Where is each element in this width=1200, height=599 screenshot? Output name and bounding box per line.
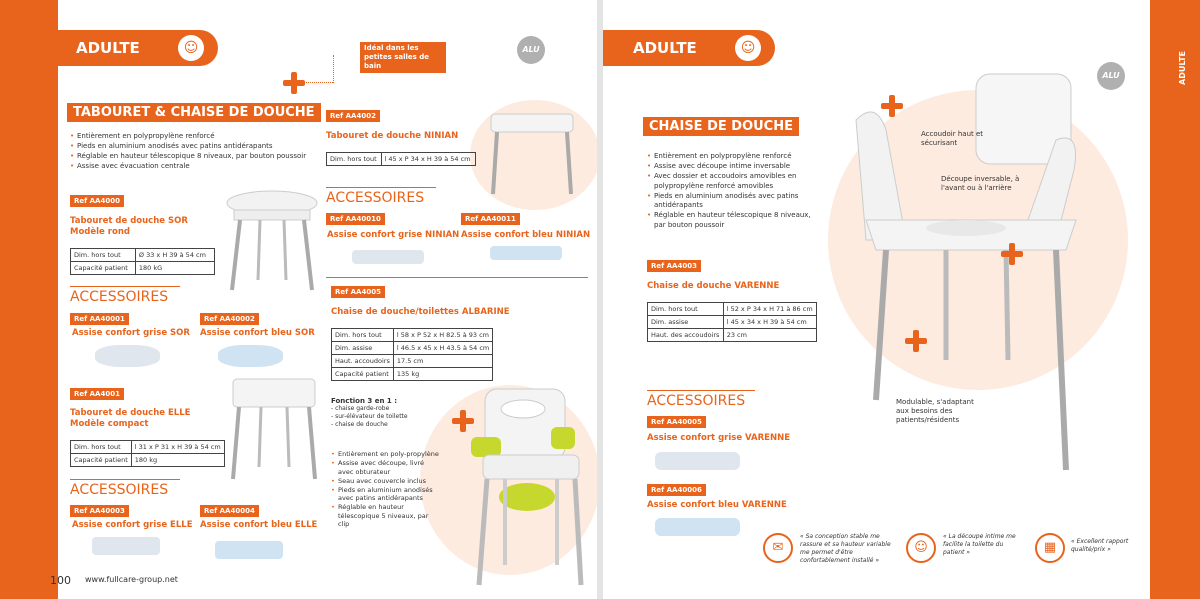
accessory-title: Assise confort grise ELLE: [72, 520, 193, 530]
accessory-title: Assise confort grise VARENNE: [647, 433, 791, 443]
right-page: [603, 0, 1200, 599]
table-row: Dim. assise l 45 x 34 x H 39 à 54 cm: [648, 316, 817, 329]
product-title: Tabouret de douche ELLE Modèle compact: [70, 408, 191, 429]
left-page: [0, 0, 597, 599]
plus-icon: [881, 95, 903, 117]
spec-table: [326, 152, 476, 166]
ref-badge: Ref AA40001: [70, 313, 129, 325]
table-row: Capacité patient 180 kG: [71, 262, 215, 275]
footer-url: www.fullcare-group.net: [85, 575, 178, 584]
alu-badge: ALU: [517, 36, 545, 64]
testimonial-quote: « La découpe intime me facilite la toilette du patient »: [943, 533, 1016, 556]
testimonial-quote: « Sa conception stable me rassure et sa hauteur variable me permet d'être confortablement installé »: [800, 533, 891, 564]
category-tab-label: ADULTE: [76, 39, 140, 57]
page-number: 100: [50, 574, 71, 587]
product-title: Tabouret de douche NINIAN: [326, 131, 459, 141]
table-row: Dim. hors tout l 31 x P 31 x H 39 à 54 cm: [71, 441, 225, 454]
table-row: Haut. des accoudoirs 23 cm: [648, 329, 817, 342]
ref-badge: Ref AA4005: [331, 286, 385, 298]
quote-icon: ▦: [1035, 533, 1065, 563]
ref-badge: Ref AA40004: [200, 505, 259, 517]
callout-line: [333, 55, 334, 83]
ref-badge: Ref AA4002: [326, 110, 380, 122]
table-row: Dim. assise l 46.5 x 45 x H 43.5 à 54 cm: [332, 342, 493, 355]
product-title: Tabouret de douche SOR Modèle rond: [70, 216, 188, 237]
side-tab-label: ADULTE: [1178, 50, 1187, 85]
table-row: Capacité patient 135 kg: [332, 368, 493, 381]
accessories-heading: ACCESSOIRES: [70, 479, 180, 498]
stool-square-image: [225, 375, 323, 483]
category-tab: [603, 30, 775, 66]
plus-icon: [905, 330, 927, 352]
page-edge-bar: [0, 0, 58, 599]
testimonial-quote: « Excellent rapport qualité/prix »: [1071, 538, 1129, 553]
ref-badge: Ref AA40011: [461, 213, 520, 225]
annotation: Accoudoir haut et sécurisant: [921, 130, 984, 147]
accessory-title: Assise confort grise NINIAN: [327, 230, 460, 240]
page-edge-bar: [1150, 0, 1200, 599]
callout-badge: Idéal dans les petites salles de bain: [360, 42, 446, 73]
table-row: Haut. accoudoirs 17.5 cm: [332, 355, 493, 368]
accessories-heading: ACCESSOIRES: [326, 187, 436, 206]
table-row: Capacité patient 180 kg: [71, 454, 225, 467]
ref-badge: Ref AA40006: [647, 484, 706, 496]
quote-icon: ✉: [763, 533, 793, 563]
table-row: Dim. hors tout l 58 x P 52 x H 82.5 à 93 cm: [332, 329, 493, 342]
spec-table: [70, 248, 215, 275]
spec-table: [70, 440, 225, 467]
accessory-title: Assise confort bleu ELLE: [200, 520, 318, 530]
accessory-title: Assise confort bleu VARENNE: [647, 500, 787, 510]
category-tab: [58, 30, 218, 66]
table-row: Dim. hors tout l 45 x P 34 x H 39 à 54 cm: [327, 153, 476, 166]
plus-icon: [283, 72, 305, 94]
ref-badge: Ref AA4000: [70, 195, 124, 207]
table-row: Dim. hors tout Ø 33 x H 39 à 54 cm: [71, 249, 215, 262]
cushion-grey-image: [92, 537, 160, 555]
spec-table: [647, 302, 817, 342]
feature-list: • Entièrement en polypropylène renforcé • Pieds en aluminium anodisés avec patins antidérapants • Réglable en hauteur télescopique 8 niveaux, par bouton poussoir • Assise avec évacuation centrale: [70, 132, 310, 172]
feature-list: • Entièrement en polypropylène renforcé • Assise avec découpe intime inversable • Avec dossier et accoudoirs amovibles en polypropylène renforcé amovibles • Pieds en aluminium anodisés avec patins antidérapants • Réglable en hauteur télescopique 8 niveaux, par bouton poussoir: [647, 152, 817, 231]
accessory-title: Assise confort bleu NINIAN: [461, 230, 591, 240]
adult-figures-icon: ☺: [735, 35, 761, 61]
accessories-heading: ACCESSOIRES: [647, 390, 755, 409]
accessory-title: Assise confort grise SOR: [72, 328, 190, 338]
category-tab-label: ADULTE: [633, 39, 697, 57]
stool-ninian-image: [487, 110, 577, 198]
annotation: Modulable, s'adaptant aux besoins des patients/résidents: [896, 398, 974, 424]
quote-icon: ☺: [906, 533, 936, 563]
ref-badge: Ref AA40005: [647, 416, 706, 428]
commode-chair-image: [465, 385, 595, 595]
callout-line: [303, 82, 333, 83]
spec-table: [331, 328, 493, 381]
section-title: TABOURET & CHAISE DE DOUCHE: [67, 103, 321, 122]
alu-badge: ALU: [1097, 62, 1125, 90]
cushion-grey-image: [352, 250, 424, 264]
adult-figures-icon: ☺: [178, 35, 204, 61]
cushion-blue-image: [215, 541, 283, 559]
function-block: Fonction 3 en 1 : - chaise garde-robe - sur-élévateur de toilette - chaise de douche: [331, 397, 408, 428]
accessory-title: Assise confort bleu SOR: [200, 328, 315, 338]
ref-badge: Ref AA40010: [326, 213, 385, 225]
feature-list: • Entièrement en poly-propylène • Assise avec découpe, livré avec obturateur • Seau avec couvercle inclus • Pieds en aluminium anodisés avec patins antidérapants • Réglable en hauteur télescopique 5 niveaux, par clip: [331, 450, 441, 529]
ref-badge: Ref AA40002: [200, 313, 259, 325]
cushion-blue-image: [655, 518, 740, 536]
cushion-grey-image: [95, 345, 160, 367]
cushion-blue-image: [218, 345, 283, 367]
divider: [326, 277, 588, 278]
plus-icon: [1001, 243, 1023, 265]
section-title: CHAISE DE DOUCHE: [643, 117, 799, 136]
cushion-blue-image: [490, 246, 562, 260]
product-title: Chaise de douche VARENNE: [647, 281, 780, 291]
ref-badge: Ref AA40003: [70, 505, 129, 517]
annotation: Découpe inversable, à l'avant ou à l'arrière: [941, 175, 1020, 192]
product-title: Chaise de douche/toilettes ALBARINE: [331, 307, 510, 317]
stool-round-image: [222, 185, 322, 295]
table-row: Dim. hors tout l 52 x P 34 x H 71 à 86 cm: [648, 303, 817, 316]
cushion-grey-image: [655, 452, 740, 470]
accessories-heading: ACCESSOIRES: [70, 286, 180, 305]
ref-badge: Ref AA4003: [647, 260, 701, 272]
ref-badge: Ref AA4001: [70, 388, 124, 400]
